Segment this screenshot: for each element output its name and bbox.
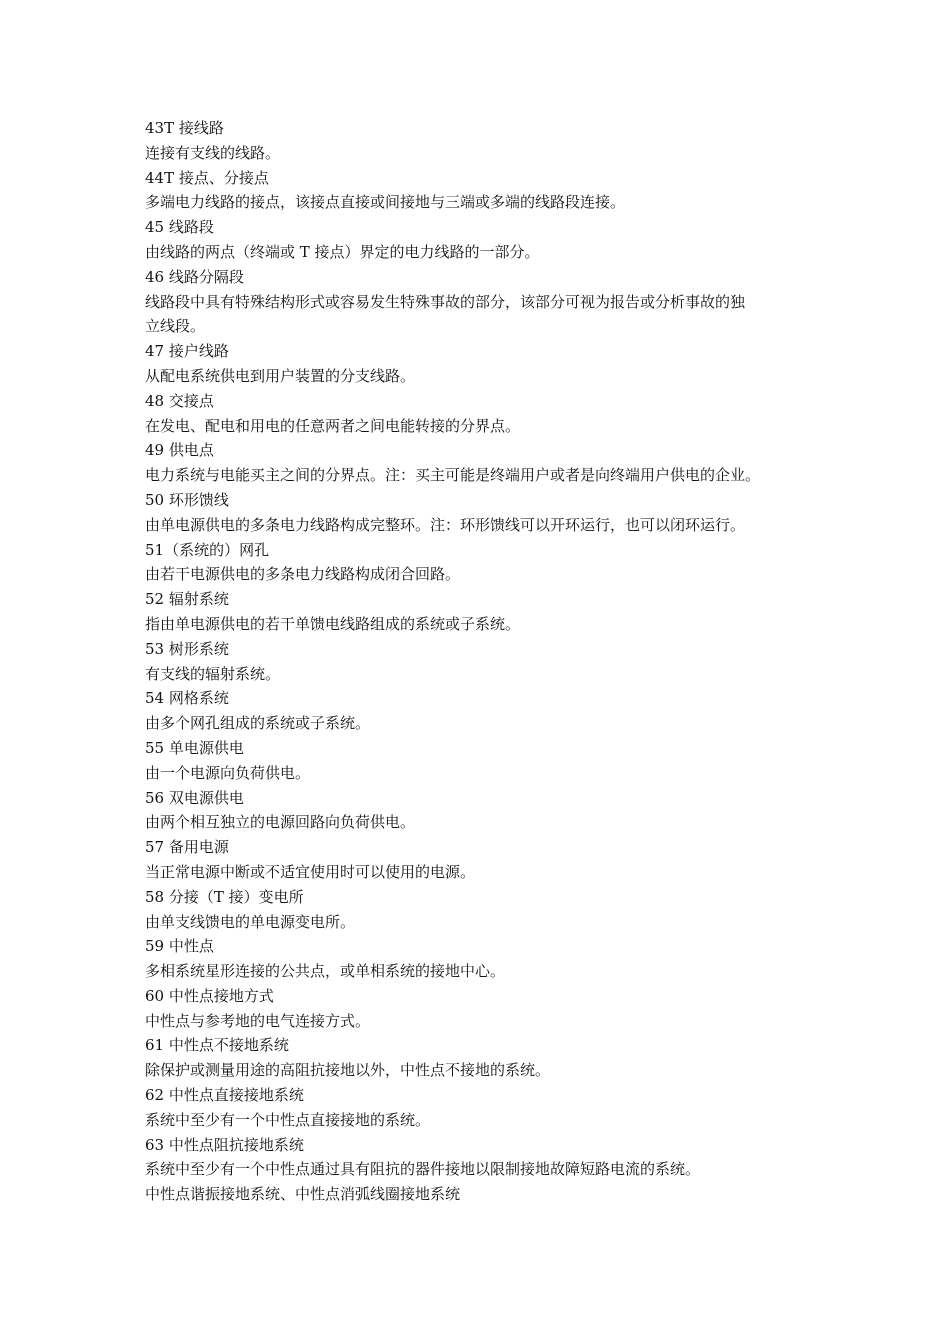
term-heading-57: 57 备用电源 xyxy=(145,838,229,857)
term-heading-51: 51（系统的）网孔 xyxy=(145,540,270,559)
term-heading-53: 53 树形系统 xyxy=(145,639,229,658)
definition-53: 有支线的辐射系统。 xyxy=(145,664,281,683)
term-alias-line: 中性点谐振接地系统、中性点消弧线圈接地系统 xyxy=(145,1185,461,1204)
definition-55: 由一个电源向负荷供电。 xyxy=(145,763,311,782)
term-heading-50: 50 环形馈线 xyxy=(145,490,229,509)
document-body xyxy=(145,116,825,1207)
term-heading-54: 54 网格系统 xyxy=(145,689,229,708)
definition-61: 除保护或测量用途的高阻抗接地以外，中性点不接地的系统。 xyxy=(145,1061,551,1080)
definition-51: 由若干电源供电的多条电力线路构成闭合回路。 xyxy=(145,565,461,584)
definition-48: 在发电、配电和用电的任意两者之间电能转接的分界点。 xyxy=(145,416,521,435)
definition-46-line1: 线路段中具有特殊结构形式或容易发生特殊事故的部分，该部分可视为报告或分析事故的独 xyxy=(145,292,746,311)
term-heading-58: 58 分接（T 接）变电所 xyxy=(145,887,304,906)
term-heading-56: 56 双电源供电 xyxy=(145,788,244,807)
definition-50: 由单电源供电的多条电力线路构成完整环。注：环形馈线可以开环运行，也可以闭环运行。 xyxy=(145,515,746,534)
term-heading-43: 43T 接线路 xyxy=(145,119,224,137)
term-heading-55: 55 单电源供电 xyxy=(145,738,244,757)
definition-54: 由多个网孔组成的系统或子系统。 xyxy=(145,714,371,733)
definition-59: 多相系统星形连接的公共点，或单相系统的接地中心。 xyxy=(145,962,506,981)
term-heading-48: 48 交接点 xyxy=(145,391,214,410)
definition-56: 由两个相互独立的电源回路向负荷供电。 xyxy=(145,813,416,832)
definition-60: 中性点与参考地的电气连接方式。 xyxy=(145,1011,371,1030)
definition-57: 当正常电源中断或不适宜使用时可以使用的电源。 xyxy=(145,862,476,881)
term-heading-60: 60 中性点接地方式 xyxy=(145,986,274,1005)
term-heading-63: 63 中性点阻抗接地系统 xyxy=(145,1135,304,1154)
definition-44: 多端电力线路的接点，该接点直接或间接地与三端或多端的线路段连接。 xyxy=(145,193,626,212)
definition-49: 电力系统与电能买主之间的分界点。注：买主可能是终端用户或者是向终端用户供电的企业。 xyxy=(145,466,761,485)
definition-46-line2: 立线段。 xyxy=(145,317,206,336)
definition-47: 从配电系统供电到用户装置的分支线路。 xyxy=(145,366,416,385)
definition-45: 由线路的两点（终端或 T 接点）界定的电力线路的一部分。 xyxy=(145,242,540,261)
term-heading-49: 49 供电点 xyxy=(145,441,214,460)
term-heading-45: 45 线路段 xyxy=(145,218,214,237)
term-heading-62: 62 中性点直接接地系统 xyxy=(145,1086,304,1105)
definition-43: 连接有支线的线路。 xyxy=(145,143,281,162)
term-heading-52: 52 辐射系统 xyxy=(145,590,229,609)
term-heading-59: 59 中性点 xyxy=(145,937,214,956)
definition-62: 系统中至少有一个中性点直接接地的系统。 xyxy=(145,1110,431,1129)
definition-58: 由单支线馈电的单电源变电所。 xyxy=(145,912,356,931)
term-heading-61: 61 中性点不接地系统 xyxy=(145,1036,289,1055)
term-heading-47: 47 接户线路 xyxy=(145,342,229,361)
definition-63: 系统中至少有一个中性点通过具有阻抗的器件接地以限制接地故障短路电流的系统。 xyxy=(145,1160,701,1179)
term-heading-44: 44T 接点、分接点 xyxy=(145,168,269,187)
definition-52: 指由单电源供电的若干单馈电线路组成的系统或子系统。 xyxy=(145,614,521,633)
term-heading-46: 46 线路分隔段 xyxy=(145,267,244,286)
